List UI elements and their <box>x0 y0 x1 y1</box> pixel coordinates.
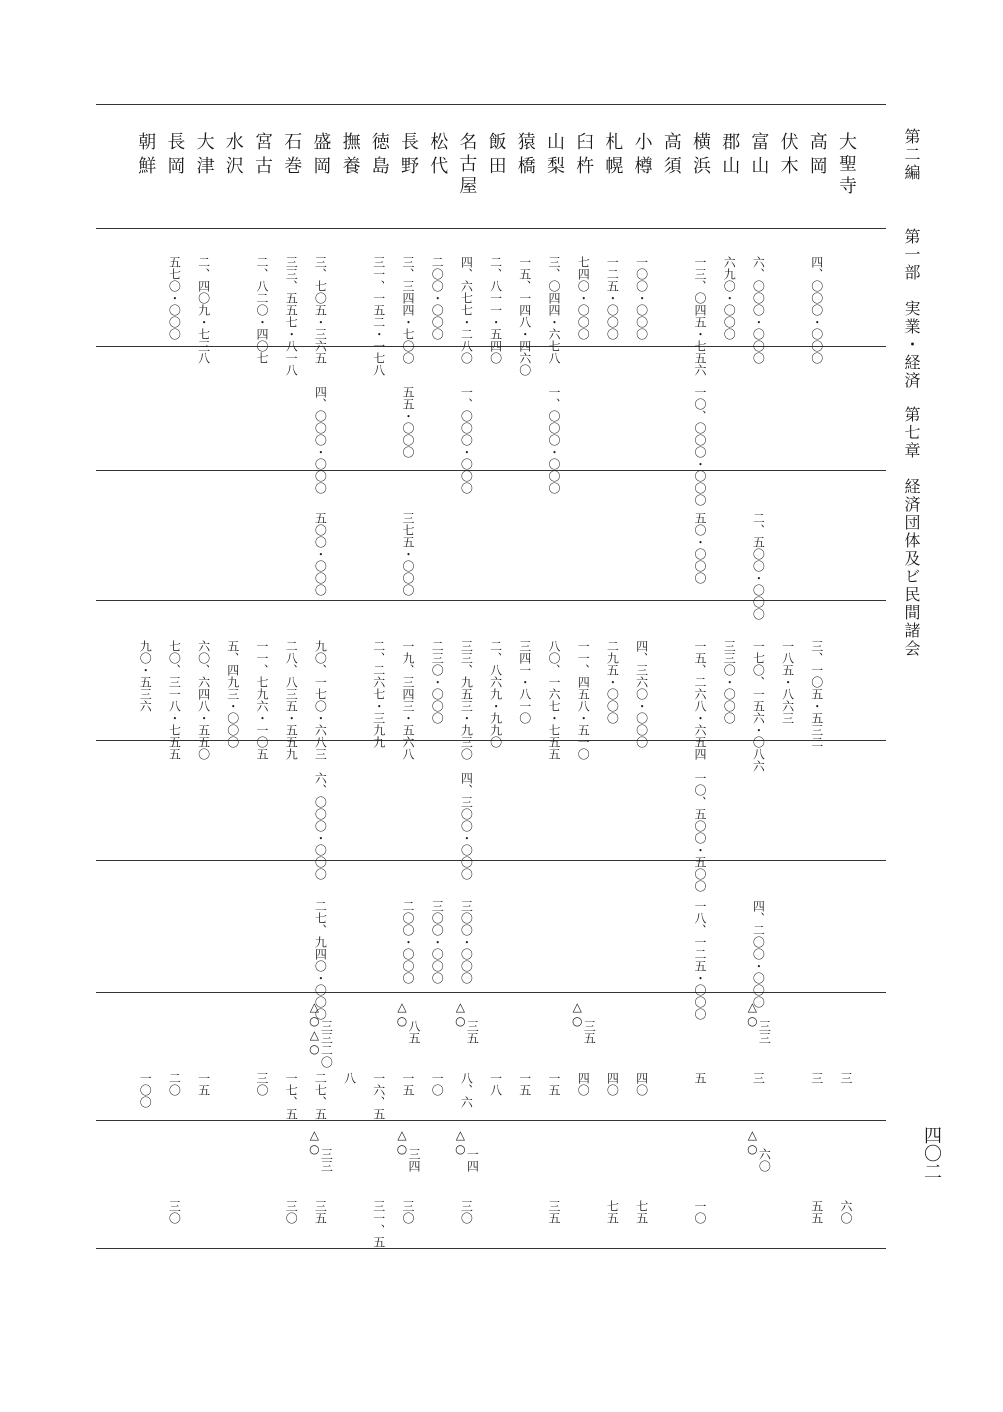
table-cell-a: 三、〇四四・六七八 <box>547 256 561 364</box>
table-cell-f: 四、二〇〇・〇〇〇 <box>751 900 766 1008</box>
table-cell-d: 六〇、六四八・五五〇 <box>196 640 211 760</box>
table-cell-h: 一五 <box>517 1072 532 1096</box>
place-name: 高岡 <box>806 132 828 180</box>
table-cell-h: 四〇 <box>576 1072 591 1096</box>
table-cell-a: 三三、五五七・八一八 <box>284 256 299 376</box>
table-cell-d: 二、八六九・九九〇 <box>488 640 503 748</box>
table-cell-h: 四〇 <box>634 1072 649 1096</box>
table-cell-j: 三〇 <box>459 1200 474 1224</box>
table-cell-h: 一〇〇 <box>138 1072 153 1108</box>
table-cell-j: 三五 <box>313 1200 328 1224</box>
table-cell-d: 一九、三四三・五六八 <box>401 640 415 760</box>
table-cell-j: 七五 <box>605 1200 620 1224</box>
table-cell-g: 三三 <box>757 1020 772 1044</box>
table-cell-d: 三三、九五三・九三〇 <box>459 640 474 760</box>
table-cell-d: 二九五・〇〇〇 <box>605 640 620 724</box>
table-cell-c: 二、五〇〇・〇〇〇 <box>751 512 766 620</box>
table-cell-b: 四、〇〇〇・〇〇〇 <box>313 386 328 494</box>
place-name: 朝鮮 <box>135 132 157 180</box>
table-cell-g: 三五 <box>465 1020 480 1044</box>
table-cell-d: 五、四九三・〇〇〇 <box>225 640 240 748</box>
table-cell-d: 二八、八三五・五五九 <box>284 640 299 760</box>
table-cell-h: 四〇 <box>605 1072 620 1096</box>
table-cell-a: 一二五・〇〇〇 <box>605 256 620 340</box>
table-cell-j: 一〇 <box>693 1200 707 1224</box>
table-cell-d: 一八五・八六三 <box>780 640 795 724</box>
table-cell-f: 一八、一二五・〇〇〇 <box>693 900 707 1020</box>
table-cell-f: 三〇〇・〇〇〇 <box>459 900 474 984</box>
table-cell-b: 一〇、〇〇〇・〇〇〇 <box>693 386 707 506</box>
table-cell-a: 二、八一一・五四〇 <box>488 256 503 364</box>
table-cell-f: 二〇〇・〇〇〇 <box>401 900 415 984</box>
table-cell-i: 六〇 <box>757 1148 772 1172</box>
table-cell-j: 三一、五 <box>371 1200 386 1248</box>
table-cell-a: 一〇〇・〇〇〇 <box>634 256 649 340</box>
table-cell-h: 二七、五 <box>313 1072 328 1120</box>
table-cell-h: 一六、五 <box>371 1072 386 1120</box>
table-cell-a: 五七〇・〇〇〇 <box>167 256 182 340</box>
table-cell-d: 一一、四五八・五一〇 <box>576 640 591 760</box>
table-cell-c: 五〇・〇〇〇 <box>693 512 707 584</box>
place-name: 臼杵 <box>573 132 595 180</box>
place-name: 長岡 <box>164 132 186 180</box>
table-cell-b: 五五・〇〇〇 <box>401 386 415 458</box>
place-name: 大津 <box>193 132 215 180</box>
place-name: 猿橋 <box>514 132 536 180</box>
table-cell-i: 一四 <box>465 1148 480 1172</box>
table-cell-g: △○ <box>395 1000 409 1028</box>
table-row-rule <box>96 470 886 471</box>
table-cell-i: 三三 <box>319 1148 334 1172</box>
table-cell-h: 一五 <box>401 1072 415 1096</box>
table-cell-h: 五 <box>693 1072 707 1084</box>
table-cell-i: △○ <box>745 1128 760 1156</box>
table-cell-a: 三、七〇五・三六五 <box>313 256 328 364</box>
table-cell-e: 四、三〇〇・〇〇〇 <box>459 772 474 880</box>
table-bottom-rule <box>96 1248 886 1249</box>
table-header-rule <box>96 228 886 229</box>
table-cell-d: 一五、二六八・六五四 <box>693 640 707 760</box>
place-name: 長野 <box>398 132 419 180</box>
place-name: 石巻 <box>281 132 303 180</box>
table-cell-a: 七四〇・〇〇〇 <box>576 256 591 340</box>
table-cell-f: 三〇〇・〇〇〇 <box>430 900 445 984</box>
table-cell-a: 二、四〇九・七三八 <box>196 256 211 364</box>
table-cell-d: 九〇・五三六 <box>138 640 153 712</box>
place-name: 宮古 <box>252 132 273 180</box>
place-name: 富山 <box>748 132 770 180</box>
table-cell-i: △○ <box>453 1128 468 1156</box>
table-cell-j: 七五 <box>634 1200 649 1224</box>
table-cell-i: △○ <box>395 1128 409 1156</box>
table-cell-c: 五〇〇・〇〇〇 <box>313 512 328 596</box>
place-name: 飯田 <box>485 132 507 180</box>
table-cell-e: 六、〇〇〇・〇〇〇 <box>313 772 328 880</box>
table-cell-a: 六、〇〇〇・〇〇〇 <box>751 256 766 364</box>
place-name: 盛岡 <box>310 132 332 180</box>
place-name: 伏木 <box>777 132 799 180</box>
table-cell-j: 六〇 <box>839 1200 853 1224</box>
page-number: 四〇二 <box>921 1126 942 1180</box>
table-cell-e: 一〇、五〇〇・五〇〇 <box>693 772 707 892</box>
table-cell-d: 三、一〇五・五三二 <box>809 640 824 748</box>
table-cell-j: 三〇 <box>167 1200 182 1224</box>
table-cell-a: 一三、〇四五・七五六 <box>693 256 707 376</box>
table-cell-j: 五五 <box>809 1200 824 1224</box>
table-cell-g: △○ <box>453 1000 468 1028</box>
place-name: 撫養 <box>339 132 361 180</box>
table-cell-a: 三一、一五二・一七八 <box>371 256 386 376</box>
table-cell-h: 一五 <box>547 1072 561 1096</box>
table-cell-a: 六九〇・〇〇〇 <box>722 256 737 340</box>
table-cell-a: 四、六七七・二八〇 <box>459 256 474 364</box>
chapter-label: 第七章 経済団体及ビ民間諸会 <box>902 406 921 658</box>
table-cell-h: 三 <box>809 1072 824 1084</box>
table-cell-d: 七〇、三一八・七五五 <box>167 640 182 760</box>
table-cell-a: 三、三四四・七〇〇 <box>401 256 415 364</box>
table-cell-h: 二〇 <box>167 1072 182 1096</box>
table-cell-a: 一五、一四八・四六〇 <box>517 256 532 376</box>
table-cell-c: 三七五・〇〇〇 <box>401 512 415 596</box>
table-row-rule <box>96 1120 886 1121</box>
table-cell-d: 一一、七九六・一〇五 <box>255 640 269 760</box>
place-name: 名古屋 <box>456 132 478 198</box>
place-name: 横浜 <box>690 132 711 180</box>
table-cell-j: 三〇 <box>401 1200 415 1224</box>
table-cell-j: 三〇 <box>284 1200 299 1224</box>
place-name: 高須 <box>660 132 682 180</box>
table-cell-h: 三 <box>751 1072 766 1084</box>
table-cell-h: 一〇 <box>430 1072 445 1096</box>
place-name: 小樽 <box>631 132 653 180</box>
place-name: 水沢 <box>222 132 244 180</box>
table-row-rule <box>96 600 886 601</box>
table-cell-a: 二、八二〇・四〇七 <box>255 256 269 364</box>
place-name: 松代 <box>427 132 449 180</box>
place-name: 山梨 <box>544 132 565 180</box>
table-cell-g: △○ <box>570 1000 585 1028</box>
table-cell-g: 三五 <box>582 1020 597 1044</box>
table-cell-a: 四、〇〇〇・〇〇〇 <box>809 256 824 364</box>
place-name: 大聖寺 <box>836 132 857 198</box>
table-cell-h: 一八 <box>488 1072 503 1096</box>
place-name: 札幌 <box>602 132 624 180</box>
table-row-rule <box>96 860 886 861</box>
section-label: 第一部 実業・経済 <box>902 228 921 390</box>
table-cell-i: △○ <box>307 1128 322 1156</box>
table-cell-d: 八〇、一六七・七五五 <box>547 640 561 760</box>
table-cell-d: 二三〇・〇〇〇 <box>430 640 445 724</box>
table-cell-g: 八五 <box>407 1020 421 1044</box>
table-cell-h: 一五 <box>196 1072 211 1096</box>
table-cell-h: 一七、五 <box>284 1072 299 1120</box>
table-cell-d: 四、三六〇・〇〇〇 <box>634 640 649 748</box>
table-cell-f: 二七、九四〇・〇〇〇 <box>313 900 328 1020</box>
table-cell-j: 三五 <box>547 1200 561 1224</box>
table-cell-d: 三三〇・〇〇〇 <box>722 640 737 724</box>
table-cell-i: 三四 <box>407 1148 421 1172</box>
table-row-rule <box>96 992 886 993</box>
table-cell-d: 三四一・八一〇 <box>517 640 532 724</box>
table-cell-d: 一七〇、一五六・〇八六 <box>751 640 766 772</box>
table-cell-b: 一、〇〇〇・〇〇〇 <box>547 386 561 494</box>
table-cell-h: 八 <box>342 1072 357 1084</box>
table-cell-a: 二〇〇・〇〇〇 <box>430 256 445 340</box>
table-cell-h: 八、六 <box>459 1072 474 1108</box>
table-top-rule <box>96 104 886 105</box>
table-cell-h: 三 <box>839 1072 853 1084</box>
place-name: 郡山 <box>719 132 741 180</box>
table-cell-d: 二、二六七・三九九 <box>371 640 386 748</box>
part-label: 第二編 <box>902 128 921 182</box>
table-cell-g: △○ <box>745 1000 760 1028</box>
table-cell-h: 三〇 <box>255 1072 269 1096</box>
table-cell-g: △○△○ <box>307 1000 322 1056</box>
table-cell-b: 一、〇〇〇・〇〇〇 <box>459 386 474 494</box>
table-cell-d: 九〇、一七〇・六八三 <box>313 640 328 760</box>
place-name: 徳島 <box>368 132 390 180</box>
table-cell-g: 三三二〇 <box>319 1020 334 1068</box>
